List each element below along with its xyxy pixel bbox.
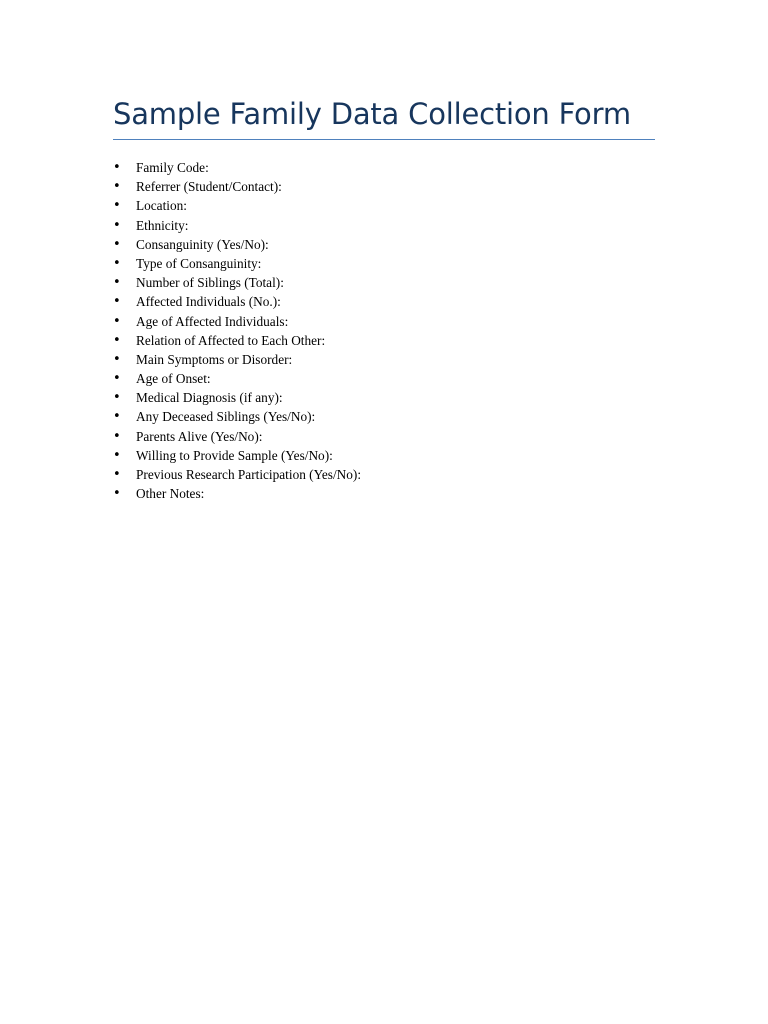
- form-field-label: Previous Research Participation (Yes/No):: [136, 467, 362, 482]
- bullet-icon: •: [113, 236, 121, 252]
- form-field-label: Medical Diagnosis (if any):: [136, 390, 283, 406]
- form-field-item: [113, 369, 361, 388]
- form-field-item: [113, 427, 361, 446]
- form-field-item: [113, 446, 361, 465]
- form-field-label: Family Code:: [136, 160, 209, 175]
- page-title: Sample Family Data Collection Form: [113, 97, 631, 131]
- form-field-item: [113, 273, 361, 292]
- form-field-label: Relation of Affected to Each Other:: [136, 332, 326, 348]
- bullet-icon: •: [113, 179, 121, 195]
- form-field-label: Main Symptoms or Disorder:: [136, 351, 293, 367]
- form-field-label: Type of Consanguinity:: [136, 255, 262, 271]
- form-field-label: Affected Individuals (No.):: [136, 294, 281, 310]
- bullet-icon: •: [113, 332, 121, 348]
- bullet-icon: •: [113, 255, 121, 271]
- form-field-label: Age of Affected Individuals:: [136, 313, 289, 329]
- form-field-label: Parents Alive (Yes/No):: [136, 428, 263, 444]
- bullet-icon: •: [113, 198, 121, 214]
- bullet-icon: •: [113, 160, 121, 175]
- bullet-icon: •: [113, 486, 121, 502]
- form-field-item: [113, 216, 361, 235]
- form-field-item: [113, 177, 361, 196]
- form-field-item: [113, 292, 361, 311]
- bullet-icon: •: [113, 390, 121, 406]
- bullet-icon: •: [113, 447, 121, 463]
- form-field-label: Other Notes:: [136, 486, 205, 502]
- bullet-icon: •: [113, 313, 121, 329]
- bullet-icon: •: [113, 428, 121, 444]
- form-field-label: Any Deceased Siblings (Yes/No):: [136, 409, 316, 425]
- bullet-icon: •: [113, 275, 121, 291]
- bullet-icon: •: [113, 467, 121, 482]
- bullet-icon: •: [113, 217, 121, 233]
- bullet-icon: •: [113, 294, 121, 310]
- form-field-label: Consanguinity (Yes/No):: [136, 236, 269, 252]
- form-field-label: Age of Onset:: [136, 371, 211, 387]
- form-field-item: [113, 465, 361, 484]
- form-field-item: [113, 388, 361, 407]
- form-field-label: Referrer (Student/Contact):: [136, 179, 282, 195]
- form-field-item: [113, 254, 361, 273]
- form-field-list: [113, 158, 361, 503]
- bullet-icon: •: [113, 409, 121, 425]
- form-field-item: [113, 196, 361, 215]
- form-field-item: [113, 235, 361, 254]
- form-field-label: Location:: [136, 198, 187, 214]
- form-field-item: [113, 350, 361, 369]
- form-field-label: Ethnicity:: [136, 217, 189, 233]
- form-field-item: [113, 407, 361, 426]
- title-underline-rule: [113, 139, 655, 140]
- form-field-item: [113, 312, 361, 331]
- form-field-item: [113, 331, 361, 350]
- form-field-label: Number of Siblings (Total):: [136, 275, 284, 291]
- bullet-icon: •: [113, 371, 121, 387]
- bullet-icon: •: [113, 351, 121, 367]
- form-field-item: [113, 484, 361, 503]
- form-field-item: [113, 158, 361, 177]
- form-field-label: Willing to Provide Sample (Yes/No):: [136, 447, 333, 463]
